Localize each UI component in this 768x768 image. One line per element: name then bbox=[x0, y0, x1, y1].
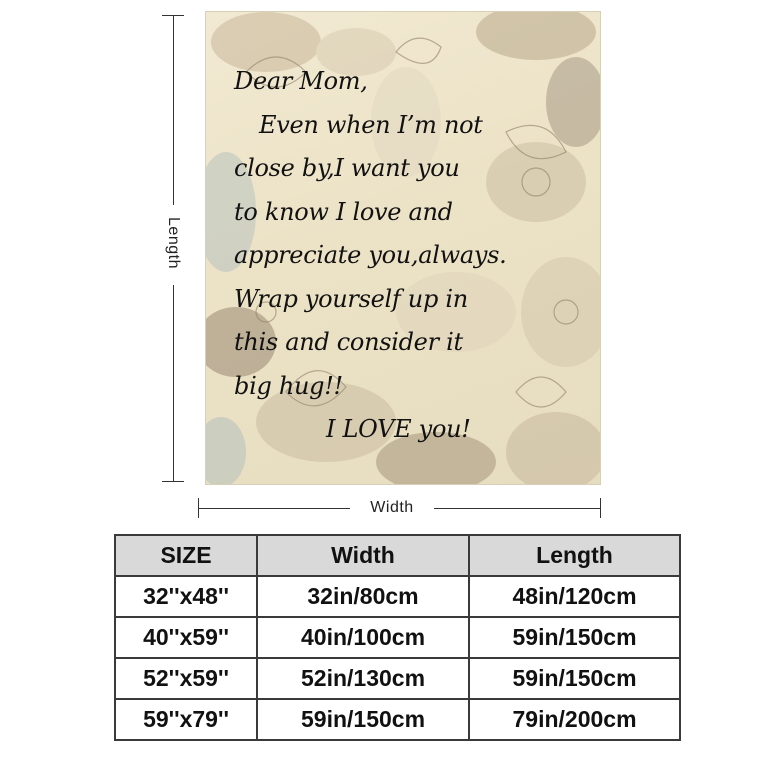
blanket-image bbox=[206, 12, 600, 484]
length-label: Length bbox=[165, 217, 182, 269]
letter-line: to know I love and bbox=[234, 197, 453, 226]
letter-line: Wrap yourself up in bbox=[234, 284, 468, 313]
header-width: Width bbox=[257, 535, 469, 576]
width-line-left bbox=[198, 508, 350, 509]
width-line-right bbox=[434, 508, 600, 509]
cell-width: 59in/150cm bbox=[257, 699, 469, 740]
header-size: SIZE bbox=[115, 535, 257, 576]
cell-length: 79in/200cm bbox=[469, 699, 680, 740]
cell-size: 59''x79'' bbox=[115, 699, 257, 740]
cell-size: 32''x48'' bbox=[115, 576, 257, 617]
cell-width: 40in/100cm bbox=[257, 617, 469, 658]
table-row bbox=[115, 658, 680, 699]
cell-length: 59in/150cm bbox=[469, 617, 680, 658]
letter-line: appreciate you,always. bbox=[234, 241, 507, 269]
length-line-bottom bbox=[173, 285, 174, 481]
width-right-cap bbox=[600, 498, 601, 518]
cell-width: 32in/80cm bbox=[257, 576, 469, 617]
letter-line: Even when I’m not bbox=[259, 110, 483, 139]
cell-length: 48in/120cm bbox=[469, 576, 680, 617]
cell-size: 52''x59'' bbox=[115, 658, 257, 699]
cell-width: 52in/130cm bbox=[257, 658, 469, 699]
letter-line: big hug!! bbox=[234, 371, 343, 400]
length-bottom-cap bbox=[162, 481, 184, 482]
cell-length: 59in/150cm bbox=[469, 658, 680, 699]
letter-line: close by,I want you bbox=[234, 154, 460, 182]
table-header-row bbox=[115, 535, 680, 576]
cell-size: 40''x59'' bbox=[115, 617, 257, 658]
header-length: Length bbox=[469, 535, 680, 576]
length-line-top bbox=[173, 15, 174, 205]
size-table bbox=[114, 534, 681, 741]
letter-signoff: I LOVE you! bbox=[326, 415, 471, 443]
letter-text bbox=[234, 60, 594, 452]
width-label: Width bbox=[370, 499, 414, 516]
table-row bbox=[115, 699, 680, 740]
table-row bbox=[115, 576, 680, 617]
letter-line: Dear Mom, bbox=[234, 67, 368, 95]
table-row bbox=[115, 617, 680, 658]
letter-line: this and consider it bbox=[234, 328, 463, 356]
